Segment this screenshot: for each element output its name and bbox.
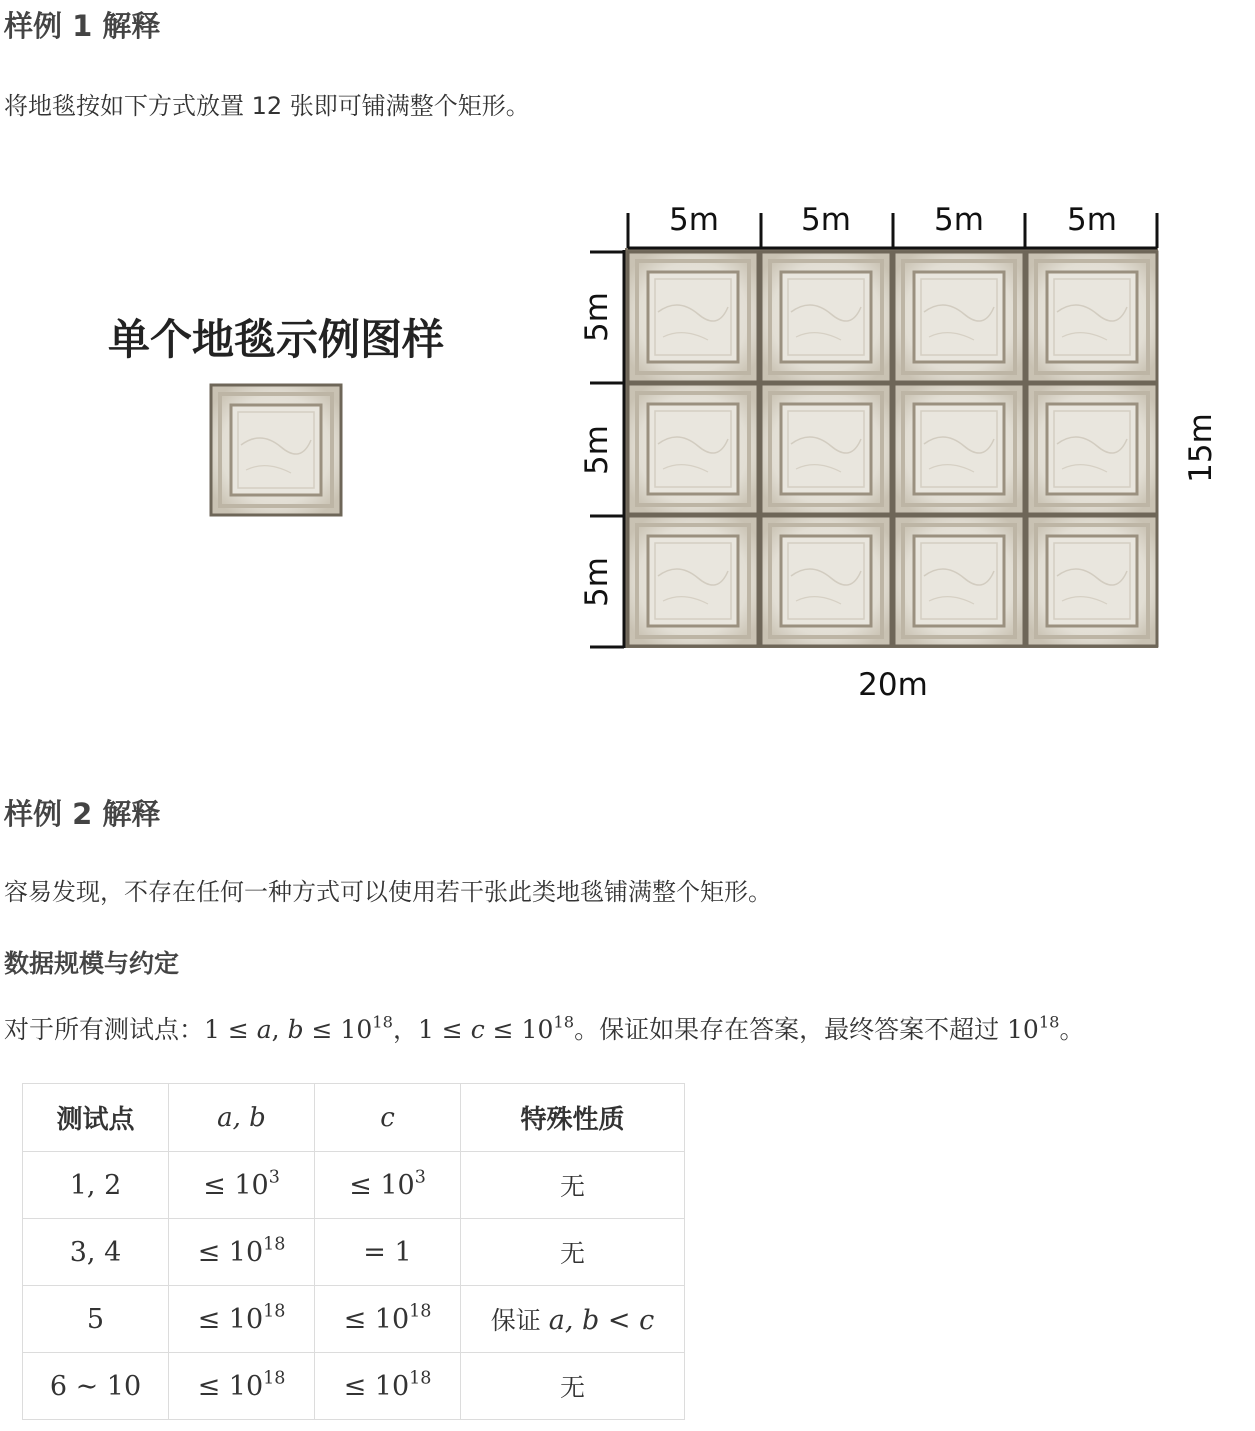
carpet-tile	[1027, 384, 1157, 514]
top-dim-label: 5m	[934, 202, 984, 238]
top-dim-label: 5m	[669, 202, 719, 238]
constraint-c: $1 \le c \le 10^{18}$	[417, 1012, 575, 1044]
cell-property: 保证 a, b < c	[461, 1286, 685, 1353]
cell-c: ≤ $10^{18}$	[315, 1353, 461, 1420]
table-row	[23, 1353, 685, 1420]
cell-testcase: 6 ∼ 10	[23, 1353, 169, 1420]
cell-c: = 1	[315, 1219, 461, 1286]
carpet-tile	[1027, 516, 1157, 646]
header-property: 特殊性质	[461, 1084, 685, 1152]
single-carpet-tile	[211, 385, 341, 515]
left-dim-label: 5m	[579, 557, 615, 607]
cell-testcase: 3, 4	[23, 1219, 169, 1286]
sample2-text: 容易发现，不存在任何一种方式可以使用若干张此类地毯铺满整个矩形。	[4, 878, 772, 906]
left-dim-label: 5m	[579, 292, 615, 342]
bottom-dim-label: 20m	[858, 667, 928, 703]
constraint-ab: 1 ≤ a, $b \le 10^{18}$	[204, 1012, 393, 1044]
top-dim-label: 5m	[1067, 202, 1117, 238]
cell-property: 无	[461, 1152, 685, 1219]
carpet-tile	[894, 516, 1024, 646]
header-testcase: 测试点	[23, 1084, 169, 1152]
constraints-heading: 数据规模与约定	[4, 949, 180, 978]
constraints-end: 。	[1059, 1015, 1085, 1044]
constraints-prefix: 对于所有测试点：	[4, 1015, 205, 1044]
carpet-tile	[628, 252, 758, 382]
carpet-tile	[894, 384, 1024, 514]
header-ab: a, b	[169, 1084, 315, 1152]
cell-c: ≤ $10^3$	[315, 1152, 461, 1219]
carpet-tiles	[628, 252, 1157, 646]
sample1-text: 将地毯按如下方式放置 12 张即可铺满整个矩形。	[4, 92, 530, 120]
table-row	[23, 1286, 685, 1353]
carpet-tile	[761, 384, 891, 514]
single-carpet-label: 单个地毯示例图样	[107, 315, 445, 364]
sample2-heading: 样例 2 解释	[4, 797, 161, 831]
left-dim-label: 5m	[579, 425, 615, 475]
constraint-answer: $10^{18}$	[1007, 1012, 1060, 1044]
right-dim-label: 15m	[1183, 413, 1219, 483]
cell-ab: ≤ $10^3$	[169, 1152, 315, 1219]
data-scale-table	[22, 1083, 685, 1420]
sample1-heading: 样例 1 解释	[4, 9, 161, 43]
header-c: c	[315, 1084, 461, 1152]
carpet-figure	[0, 200, 1255, 720]
carpet-tile	[761, 516, 891, 646]
constraints-sep: ，	[392, 1015, 418, 1044]
cell-ab: ≤ $10^{18}$	[169, 1286, 315, 1353]
table-row	[23, 1219, 685, 1286]
carpet-tile	[628, 516, 758, 646]
table-header-row	[23, 1084, 685, 1152]
cell-property: 无	[461, 1219, 685, 1286]
constraints-mid: 。保证如果存在答案，最终答案不超过	[574, 1015, 1008, 1044]
cell-c: ≤ $10^{18}$	[315, 1286, 461, 1353]
cell-ab: ≤ $10^{18}$	[169, 1353, 315, 1420]
cell-testcase: 5	[23, 1286, 169, 1353]
carpet-tile	[894, 252, 1024, 382]
cell-testcase: 1, 2	[23, 1152, 169, 1219]
table-row	[23, 1152, 685, 1219]
cell-ab: ≤ $10^{18}$	[169, 1219, 315, 1286]
carpet-tile	[761, 252, 891, 382]
carpet-tile	[1027, 252, 1157, 382]
cell-property: 无	[461, 1353, 685, 1420]
top-dim-label: 5m	[801, 202, 851, 238]
carpet-tile	[628, 384, 758, 514]
constraints-text	[4, 1010, 1085, 1046]
